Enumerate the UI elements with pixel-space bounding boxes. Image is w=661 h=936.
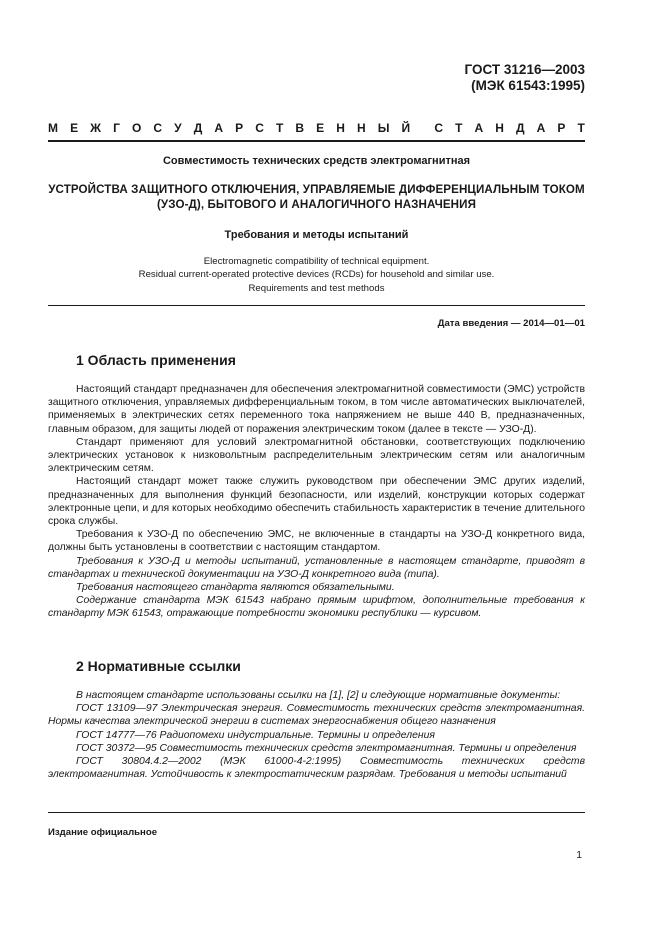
title-subtitle: Совместимость технических средств электромагнитная (162, 155, 471, 167)
reference-item: ГОСТ 30372—95 Совместимость технических средств электромагнитная. Термины и определения (76, 742, 577, 754)
paragraph-italic: Требования настоящего стандарта являются обязательными. (76, 582, 395, 594)
paragraph-italic: Содержание стандарта МЭК 61543 набрано прямым шрифтом, дополнительные требования к стандарту МЭК 61543, отражающие потребности экономики республики — курсивом. (48, 595, 585, 620)
reference-item: ГОСТ 30804.4.2—2002 (МЭК 61000-4-2:1995) Совместимость технических средств электромагнитная. Устойчивость к электростатическим разрядам. Требования и методы испытаний (48, 756, 585, 781)
header-rule (48, 140, 585, 142)
banner-letter: М (48, 121, 58, 135)
paragraph-italic: Требования к УЗО-Д и методы испытаний, установленные в настоящем стандарте, приводят в стандартах и технической документации на УЗО-Д конкретного вида (типа). (48, 555, 585, 580)
banner-letter: Р (557, 121, 566, 135)
banner-letter: В (295, 121, 305, 135)
banner-letter: У (174, 121, 182, 135)
paragraph-italic: В настоящем стандарте использованы ссылки на [1], [2] и следующие нормативные документы: (76, 690, 561, 701)
banner-letter: С (153, 121, 163, 135)
english-title (48, 255, 585, 295)
banner-letter: Т (455, 121, 463, 135)
banner-letter: Н (356, 121, 366, 135)
banner-letter: Т (577, 121, 585, 135)
paragraph: Настоящий стандарт предназначен для обеспечения электромагнитной совместимости (ЭМС) устройств защитного отключения, управляемых дифференциальным током, в том числе автоматических выключателей, применяемых в электрических сетях переменного тока напряжением не выше 440 В, предназначенных, главным образом, для защиты людей от поражения электрическим током (далее в тексте — УЗО-Д). (48, 384, 585, 435)
main-title-line-1: УСТРОЙСТВА ЗАЩИТНОГО ОТКЛЮЧЕНИЯ, УПРАВЛЯЕМЫЕ ДИФФЕРЕНЦИАЛЬНЫМ ТОКОМ (48, 183, 585, 196)
banner-letter: Н (495, 121, 504, 135)
gost-code: ГОСТ 31216—2003 (464, 62, 585, 77)
banner-letter: Т (275, 121, 284, 135)
main-title-line-2: (УЗО-Д), БЫТОВОГО И АНАЛОГИЧНОГО НАЗНАЧЕНИЯ (156, 198, 477, 211)
section-2-body (48, 689, 585, 781)
english-title-line-2: Residual current-operated protective devices (RCDs) for household and similar use. (138, 269, 495, 281)
title-rule (48, 305, 585, 306)
banner-letter: Н (336, 121, 345, 135)
banner-letter: О (132, 121, 142, 135)
banner-letter: Е (316, 121, 325, 135)
title-methods: Требования и методы испытаний (224, 229, 409, 241)
iec-code: (МЭК 61543:1995) (471, 78, 585, 93)
gost-code-block (465, 62, 585, 94)
banner-letter: А (474, 121, 484, 135)
banner-letter: Й (401, 121, 411, 135)
banner-letter: А (214, 121, 224, 135)
banner-letter: Р (235, 121, 244, 135)
paragraph: Стандарт применяют для условий электромагнитной обстановки, соответствующих подключению электрических установок к низковольтным распределительным электрическим сетям или аналогичным электрическим сетям. (48, 436, 585, 475)
paragraph: Требования к УЗО-Д по обеспечению ЭМС, не включенные в стандарты на УЗО-Д конкретного вида, должны быть установлены в соответствии с настоящим стандартом. (48, 529, 585, 554)
footer-rule (48, 812, 585, 813)
banner-letter: Ы (377, 121, 390, 135)
english-title-line-1: Electromagnetic compatibility of technical equipment. (203, 256, 430, 267)
banner-letter: Д (193, 121, 203, 135)
banner-letter: Г (113, 121, 120, 135)
reference-item: ГОСТ 13109—97 Электрическая энергия. Совместимость технических средств электромагнитная. Нормы качества электрической энергии в системах энергоснабжения общего назначения (48, 703, 585, 728)
intro-date: Дата введения — 2014—01—01 (437, 318, 585, 329)
banner-letter: Е (70, 121, 79, 135)
standard-type-banner (48, 121, 585, 135)
section-2-heading: 2 Нормативные ссылки (76, 658, 241, 674)
standard-type-letters (48, 121, 585, 135)
section-1-heading: 1 Область применения (76, 352, 236, 368)
banner-letter: Д (516, 121, 525, 135)
banner-letter: Ж (90, 121, 102, 135)
banner-letter: С (434, 121, 443, 135)
banner-letter: С (255, 121, 264, 135)
reference-item: ГОСТ 14777—76 Радиопомехи индустриальные. Термины и определения (76, 729, 435, 741)
main-title (48, 182, 585, 212)
english-title-line-3: Requirements and test methods (248, 282, 385, 294)
banner-letter: А (536, 121, 546, 135)
edition-label: Издание официальное (48, 827, 158, 838)
section-1-body (48, 383, 585, 621)
page-number: 1 (576, 850, 582, 861)
paragraph: Настоящий стандарт может также служить руководством при обеспечении ЭМС других изделий, предназначенных для выполнения функций безопасности, или изделий, конструкции которых содержат электронные цепи, и для которых необходимо обеспечить стабильность характеристик в течение длительного срока службы. (48, 476, 585, 528)
